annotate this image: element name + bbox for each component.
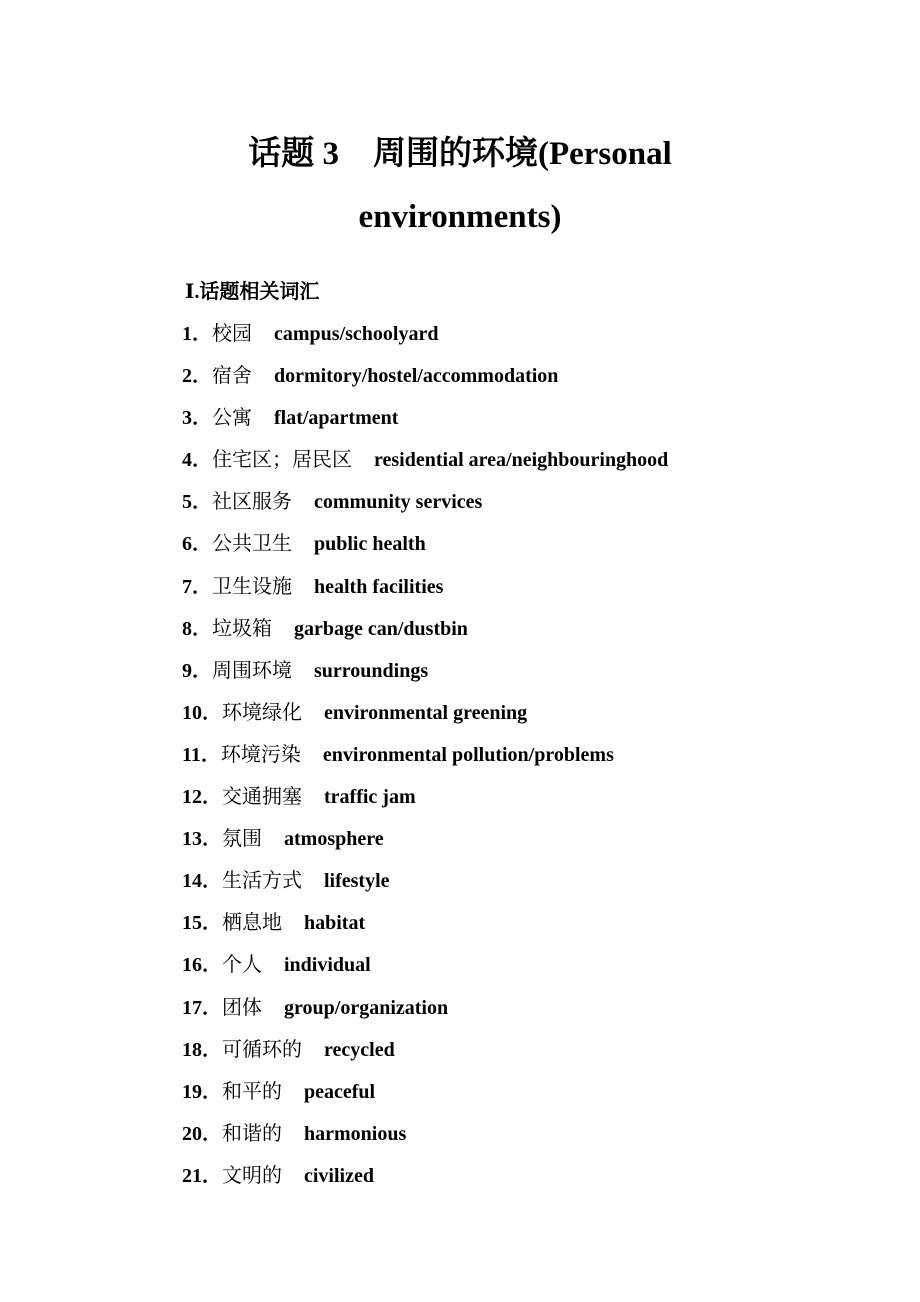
vocab-chinese-term: 公寓 [212, 405, 252, 430]
vocab-chinese-term: 卫生设施 [212, 573, 292, 598]
vocab-chinese-term: 环境绿化 [222, 699, 302, 724]
vocab-item [182, 865, 668, 907]
vocab-item [182, 949, 668, 991]
vocab-chinese-term: 垃圾箱 [212, 615, 272, 640]
vocab-number: 7． [182, 575, 212, 598]
vocab-number: 17． [182, 996, 222, 1019]
vocab-chinese-term: 公共卫生 [212, 531, 292, 556]
vocab-english-term: campus/schoolyard [274, 323, 439, 345]
vocab-item [182, 739, 668, 781]
vocab-chinese-term: 氛围 [222, 826, 262, 851]
vocab-item [182, 1076, 668, 1118]
vocab-number: 6． [182, 533, 212, 556]
page-title-continued: environments) [358, 199, 562, 235]
vocab-number: 4． [182, 449, 212, 472]
vocab-number: 10． [182, 701, 222, 724]
section-heading: Ⅰ.话题相关词汇 [185, 281, 320, 303]
vocab-item [182, 613, 668, 655]
vocab-english-term: civilized [304, 1164, 374, 1187]
vocab-english-term: dormitory/hostel/accommodation [274, 365, 559, 388]
vocab-english-term: harmonious [304, 1122, 407, 1145]
vocab-chinese-term: 文明的 [222, 1162, 282, 1187]
vocab-item [182, 907, 668, 949]
vocab-english-term: health facilities [314, 575, 444, 598]
vocab-chinese-term: 社区服务 [212, 489, 292, 514]
vocab-english-term: habitat [304, 912, 366, 935]
vocab-english-term: traffic jam [324, 786, 416, 809]
vocab-number: 2． [182, 365, 212, 388]
vocab-number: 11． [182, 743, 221, 766]
vocab-item [182, 486, 668, 528]
vocab-english-term: residential area/neighbouringhood [374, 449, 669, 472]
vocab-item [182, 402, 668, 444]
vocab-item [182, 992, 668, 1034]
vocab-item [182, 571, 668, 613]
page-title [0, 134, 920, 174]
vocab-number: 3． [182, 407, 212, 430]
vocab-item [182, 823, 668, 865]
vocab-english-term: flat/apartment [274, 407, 399, 430]
vocab-chinese-term: 和平的 [222, 1078, 282, 1103]
vocab-english-term: atmosphere [284, 828, 384, 851]
vocab-english-term: garbage can/dustbin [294, 617, 468, 640]
vocabulary-list [182, 318, 668, 1202]
vocab-number: 13． [182, 828, 222, 851]
vocab-item [182, 1034, 668, 1076]
vocab-chinese-term: 校园 [212, 321, 252, 345]
vocab-chinese-term: 宿舍 [212, 363, 252, 388]
vocab-english-term: lifestyle [324, 870, 390, 893]
vocab-item [182, 781, 668, 823]
vocab-number: 15． [182, 912, 222, 935]
vocab-number: 19． [182, 1080, 222, 1103]
vocab-item [182, 318, 668, 360]
vocab-chinese-term: 环境污染 [220, 741, 301, 766]
vocab-chinese-term: 个人 [222, 952, 262, 977]
vocab-number: 16． [182, 954, 222, 977]
vocab-chinese-term: 栖息地 [222, 910, 282, 935]
vocab-chinese-term: 和谐的 [222, 1120, 282, 1145]
vocab-number: 18． [182, 1038, 222, 1061]
vocab-item [182, 1160, 668, 1202]
vocab-english-term: community services [314, 491, 483, 514]
vocab-number: 9． [182, 659, 212, 682]
vocab-english-term: recycled [324, 1038, 395, 1061]
vocab-english-term: surroundings [314, 659, 429, 682]
vocab-number: 8． [182, 617, 212, 640]
vocab-chinese-term: 可循环的 [222, 1036, 302, 1061]
vocab-english-term: group/organization [284, 996, 449, 1019]
vocab-number: 5． [182, 491, 212, 514]
vocab-number: 21． [182, 1164, 222, 1187]
vocab-english-term: environmental pollution/problems [322, 743, 614, 766]
vocab-english-term: public health [314, 533, 426, 556]
vocab-item [182, 444, 668, 486]
vocab-number: 1． [182, 323, 212, 345]
vocab-chinese-term: 交通拥塞 [222, 784, 302, 809]
vocab-item [182, 528, 668, 570]
vocab-number: 20． [182, 1122, 222, 1145]
title-topic-label: 话题 3 [248, 136, 339, 172]
vocab-english-term: peaceful [304, 1080, 376, 1103]
vocab-chinese-term: 周围环境 [212, 657, 292, 682]
vocab-item [182, 655, 668, 697]
vocab-english-term: individual [284, 954, 371, 977]
vocab-item [182, 697, 668, 739]
vocab-item [182, 360, 668, 402]
title-topic-name: 周围的环境(Personal [372, 136, 672, 172]
vocab-english-term: environmental greening [324, 701, 528, 724]
vocab-number: 12． [182, 786, 222, 809]
vocab-chinese-term: 住宅区；居民区 [212, 447, 352, 472]
vocab-number: 14． [182, 870, 222, 893]
vocab-item [182, 1118, 668, 1160]
vocab-chinese-term: 生活方式 [222, 868, 302, 893]
vocab-chinese-term: 团体 [222, 994, 262, 1019]
